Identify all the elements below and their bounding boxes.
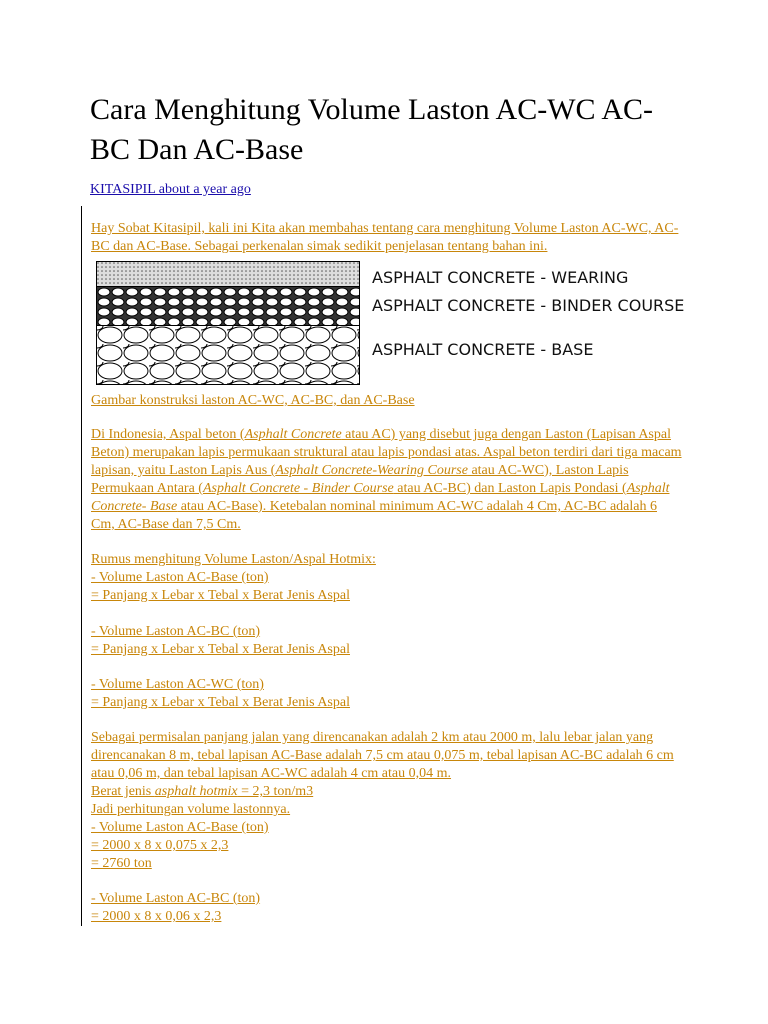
author-link[interactable]: KITASIPIL about a year ago (90, 182, 251, 197)
formula-heading[interactable]: Rumus menghitung Volume Laston/Aspal Hotmix: (91, 552, 376, 567)
layer-binder (97, 287, 359, 326)
formula-base-label[interactable]: - Volume Laston AC-Base (ton) (91, 570, 269, 585)
intro-paragraph[interactable]: Hay Sobat Kitasipil, kali ini Kita akan membahas tentang cara menghitung Volume Laston AC-WC, AC-BC dan AC-Base. Sebagai perkenalan simak sedikit penjelasan tentang bahan ini. (91, 221, 679, 254)
calc-intro[interactable]: Jadi perhitungan volume lastonnya. (91, 802, 291, 817)
density-line[interactable] (91, 783, 683, 801)
asphalt-layers-diagram (96, 261, 360, 385)
wearing-texture (97, 262, 359, 286)
article-title: Cara Menghitung Volume Laston AC-WC AC-BC Dan AC-Base (90, 93, 654, 166)
formula-base-eq[interactable]: = Panjang x Lebar x Tebal x Berat Jenis Aspal (91, 588, 350, 603)
text-segment: atau AC) yang disebut juga dengan Laston (Lapisan Aspal Beton) merupakan lapis permukaan struktural atau lapis pondasi atas. Aspal beton terdiri dari tiga macam lapisan, yaitu Laston Lapis Aus ( (91, 427, 682, 478)
calc-base-result[interactable]: = 2760 ton (91, 856, 152, 871)
text-segment: atau AC-BC) dan Laston Lapis Pondasi ( (393, 481, 627, 496)
calc-base-label[interactable]: - Volume Laston AC-Base (ton) (91, 820, 269, 835)
text-segment: = 2,3 ton/m3 (237, 784, 314, 799)
calc-bc-eq[interactable]: = 2000 x 8 x 0,06 x 2,3 (91, 909, 222, 924)
article-body (81, 206, 691, 926)
figure-caption[interactable]: Gambar konstruksi laston AC-WC, AC-BC, dan AC-Base (91, 393, 415, 408)
italic-term: Asphalt Concrete-Wearing Course (275, 463, 468, 478)
layer-wearing (97, 262, 359, 287)
text-segment: Di Indonesia, Aspal beton ( (91, 427, 245, 442)
label-base: ASPHALT CONCRETE - BASE (372, 340, 594, 359)
italic-term: Asphalt Concrete- Base (91, 481, 670, 514)
text-segment: Berat jenis (91, 784, 155, 799)
formula-bc-eq[interactable]: = Panjang x Lebar x Tebal x Berat Jenis Aspal (91, 642, 350, 657)
calc-bc-label[interactable]: - Volume Laston AC-BC (ton) (91, 891, 261, 906)
layer-base (97, 326, 359, 384)
calc-base-eq[interactable]: = 2000 x 8 x 0,075 x 2,3 (91, 838, 229, 853)
label-wearing: ASPHALT CONCRETE - WEARING (372, 268, 629, 287)
formula-bc-label[interactable]: - Volume Laston AC-BC (ton) (91, 624, 261, 639)
formula-wc-eq[interactable]: = Panjang x Lebar x Tebal x Berat Jenis Aspal (91, 695, 350, 710)
text-segment: atau AC-WC), Laston Lapis Permukaan Antara ( (91, 463, 629, 496)
italic-term: Asphalt Concrete - Binder Course (202, 481, 394, 496)
italic-term: asphalt hotmix (154, 784, 238, 799)
base-texture (97, 326, 359, 384)
text-segment: atau AC-Base). Ketebalan nominal minimum AC-WC adalah 4 Cm, AC-BC adalah 6 Cm, AC-Base dan 7,5 Cm. (91, 499, 657, 532)
italic-term: Asphalt Concrete (244, 427, 342, 442)
binder-texture (97, 287, 359, 325)
formula-wc-label[interactable]: - Volume Laston AC-WC (ton) (91, 677, 264, 692)
example-paragraph[interactable]: Sebagai permisalan panjang jalan yang direncanakan adalah 2 km atau 2000 m, lalu lebar jalan yang direncanakan 8 m, tebal lapisan AC-Base adalah 7,5 cm atau 0,075 m, tebal lapisan AC-BC adalah 6 cm atau 0,06 m, dan tebal lapisan AC-WC adalah 4 cm atau 0,04 m. (91, 730, 674, 781)
label-binder: ASPHALT CONCRETE - BINDER COURSE (372, 296, 685, 315)
description-paragraph[interactable] (91, 426, 683, 534)
